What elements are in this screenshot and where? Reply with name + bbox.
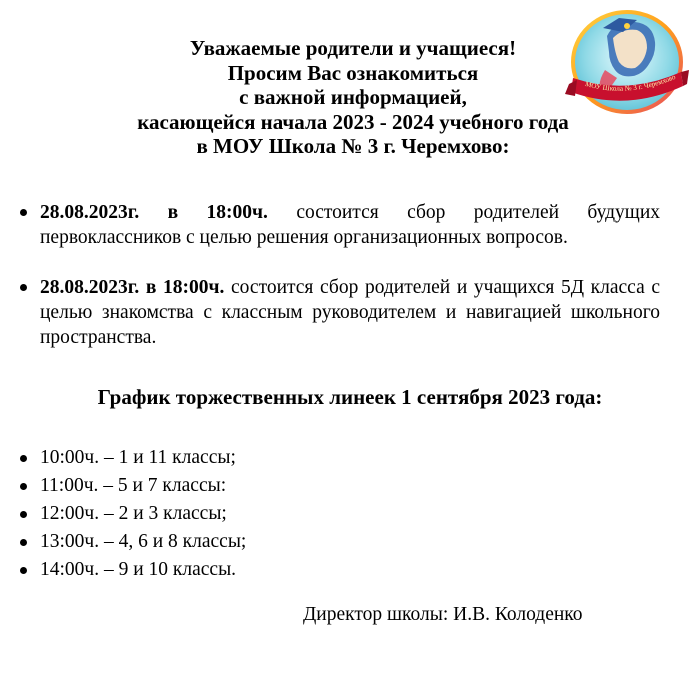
schedule-item-text: 11:00ч. – 5 и 7 классы: bbox=[40, 475, 227, 496]
bullet-icon bbox=[20, 209, 27, 216]
schedule-item-text: 10:00ч. – 1 и 11 классы; bbox=[40, 447, 236, 468]
bullet-icon bbox=[20, 567, 27, 574]
schedule-item bbox=[20, 500, 420, 528]
schedule-list bbox=[20, 444, 420, 584]
announcement-text: состоится сбор родителей будущих первоклассников с целью решения организационных вопросов. bbox=[40, 202, 660, 248]
schedule-item-text: 12:00ч. – 2 и 3 классы; bbox=[40, 503, 227, 524]
director-signature: Директор школы: И.В. Колоденко bbox=[303, 604, 583, 625]
announcement-item bbox=[20, 275, 660, 350]
title-line: касающейся начала 2023 - 2024 учебного года bbox=[137, 109, 569, 134]
schedule-item bbox=[20, 444, 420, 472]
logo-ribbon-text: МОУ Школа № 3 г. Черемхово bbox=[584, 72, 677, 93]
bullet-icon bbox=[20, 483, 27, 490]
title-line: Уважаемые родители и учащиеся! bbox=[189, 36, 517, 60]
schedule-heading: График торжественных линеек 1 сентября 2023 года: bbox=[97, 385, 603, 409]
announcement-date: 28.08.2023г. в 18:00ч. bbox=[40, 277, 225, 298]
announcement-list bbox=[20, 200, 660, 350]
announcement-item bbox=[20, 200, 660, 250]
schedule-item-text: 14:00ч. – 9 и 10 классы. bbox=[40, 559, 237, 580]
title-line: с важной информацией, bbox=[239, 85, 467, 109]
announcement-text: состоится сбор родителей и учащихся 5Д класса с целью знакомства с классным руководителем и навигацией школьного пространства. bbox=[40, 277, 660, 348]
schedule-item bbox=[20, 472, 420, 500]
schedule-item bbox=[20, 528, 420, 556]
bullet-icon bbox=[20, 455, 27, 462]
schedule-item bbox=[20, 556, 420, 584]
bullet-icon bbox=[20, 284, 27, 291]
schedule-item-text: 13:00ч. – 4, 6 и 8 классы; bbox=[40, 531, 247, 552]
bullet-icon bbox=[20, 511, 27, 518]
title-line: Просим Вас ознакомиться bbox=[227, 60, 479, 85]
title-line: в МОУ Школа № 3 г. Черемхово: bbox=[196, 134, 510, 158]
announcement-date: 28.08.2023г. в 18:00ч. bbox=[40, 202, 268, 223]
page-title bbox=[0, 36, 700, 159]
bullet-icon bbox=[20, 539, 27, 546]
